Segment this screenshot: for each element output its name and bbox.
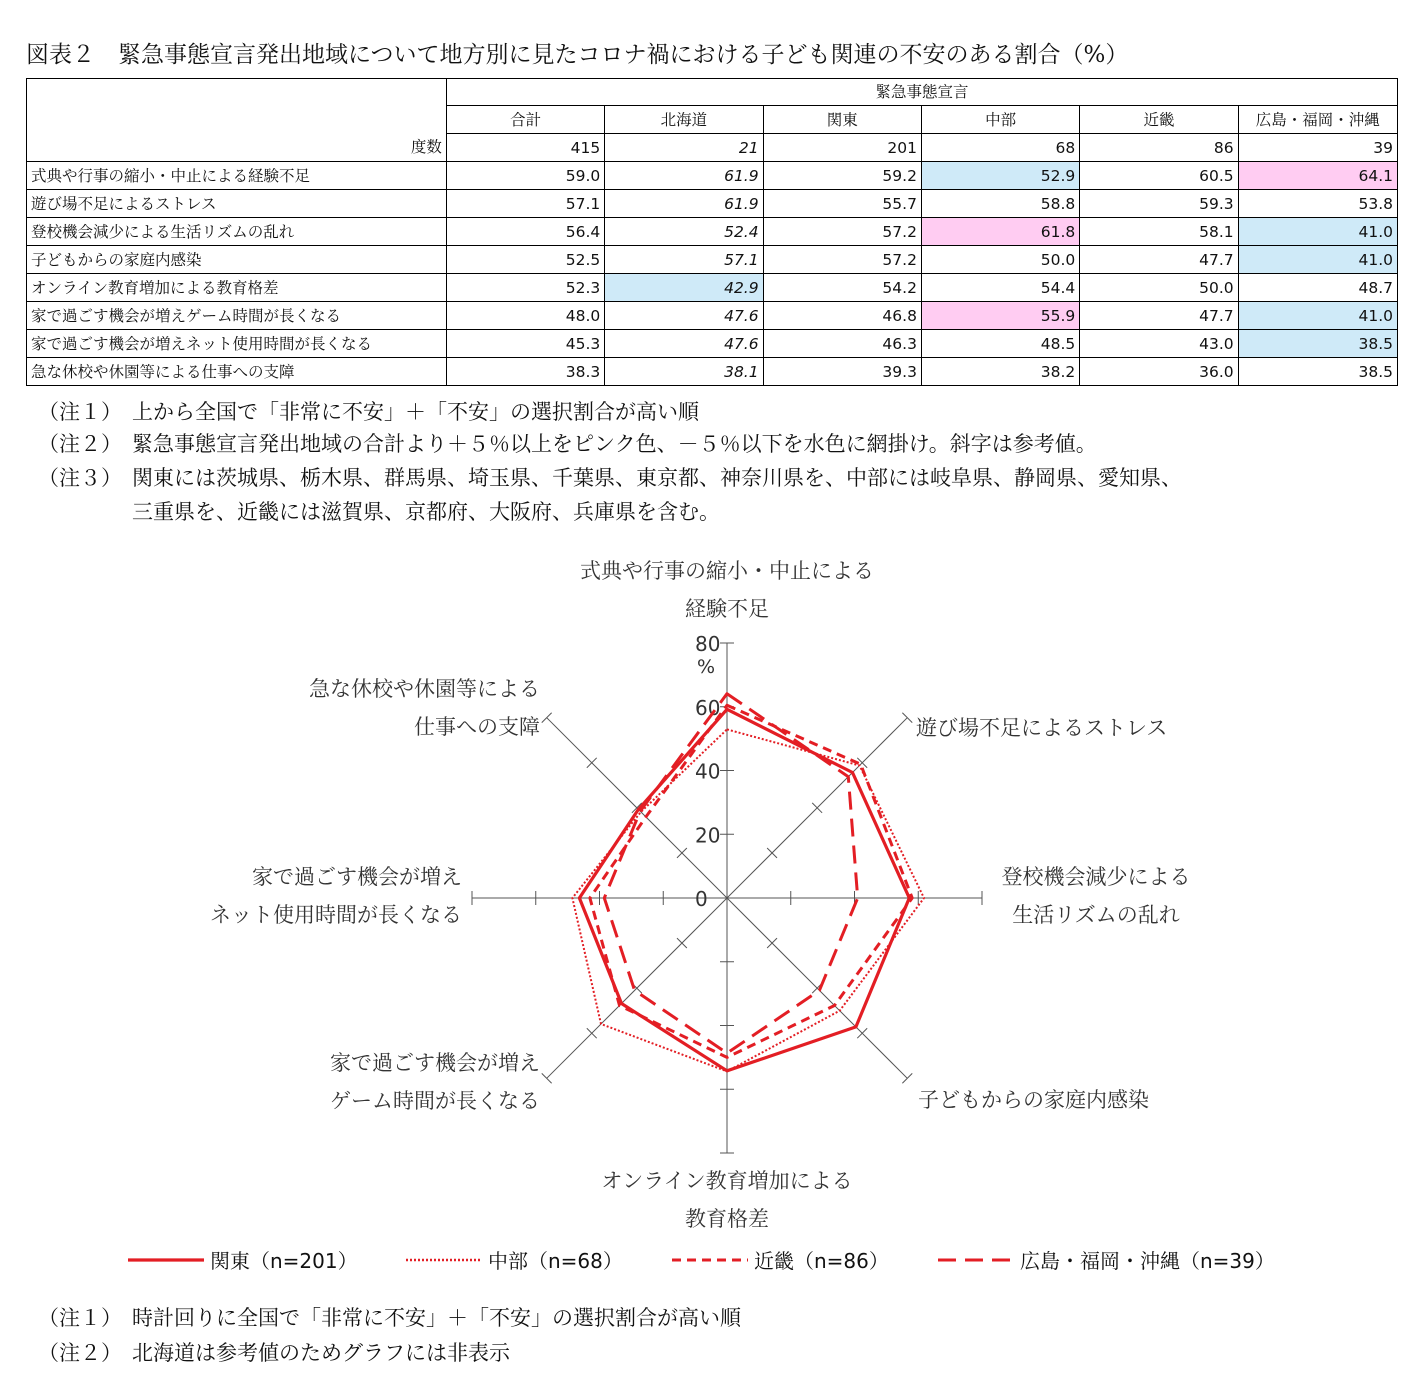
value-cell: 47.7 (1080, 246, 1238, 274)
legend-item (938, 1245, 1275, 1274)
column-header: 近畿 (1080, 106, 1238, 134)
value-cell: 41.0 (1238, 246, 1397, 274)
radar-axis-label: 子どもからの家庭内感染 (918, 1088, 1149, 1112)
value-cell: 52.9 (921, 162, 1079, 190)
value-cell: 42.9 (605, 274, 763, 302)
radar-axis-label: ゲーム時間が長くなる (330, 1089, 540, 1113)
table-row (27, 358, 1398, 386)
radar-tick-label: 80 (695, 632, 721, 656)
value-cell: 61.9 (605, 162, 763, 190)
legend-item (672, 1245, 889, 1274)
radar-tick-label: 20 (695, 823, 721, 848)
radar-chart (0, 540, 1427, 1250)
value-cell: 59.3 (1080, 190, 1238, 218)
value-cell: 52.4 (605, 218, 763, 246)
value-cell: 57.1 (605, 246, 763, 274)
data-table (26, 78, 1398, 386)
note-text: 時計回りに全国で「非常に不安」＋「不安」の選択割合が高い順 (132, 1306, 741, 1330)
note-text: 上から全国で「非常に不安」＋「不安」の選択割合が高い順 (132, 400, 699, 424)
group-header: 緊急事態宣言 (446, 79, 1397, 106)
value-cell: 47.7 (1080, 302, 1238, 330)
value-cell: 38.5 (1238, 330, 1397, 358)
value-cell: 48.7 (1238, 274, 1397, 302)
note-label: （注１） (38, 400, 122, 424)
row-label: オンライン教育増加による教育格差 (27, 274, 447, 302)
legend-label: 広島・福岡・沖縄（n=39） (1020, 1249, 1275, 1273)
value-cell: 50.0 (921, 246, 1079, 274)
value-cell: 57.1 (446, 190, 604, 218)
column-header: 関東 (763, 106, 921, 134)
value-cell: 59.2 (763, 162, 921, 190)
note-line (38, 396, 699, 426)
value-cell: 55.7 (763, 190, 921, 218)
radar-unit-label: % (697, 656, 716, 678)
row-label: 急な休校や休園等による仕事への支障 (27, 358, 447, 386)
legend-swatch (406, 1253, 482, 1267)
table-row (27, 218, 1398, 246)
value-cell: 38.5 (1238, 358, 1397, 386)
row-label: 遊び場不足によるストレス (27, 190, 447, 218)
table-row (27, 330, 1398, 358)
value-cell: 36.0 (1080, 358, 1238, 386)
note-text: 関東には茨城県、栃木県、群馬県、埼玉県、千葉県、東京都、神奈川県を、中部には岐阜県、静岡県、愛知県、 (132, 466, 1182, 490)
legend-label: 近畿（n=86） (754, 1249, 889, 1273)
value-cell: 38.3 (446, 358, 604, 386)
value-cell: 47.6 (605, 330, 763, 358)
radar-series-longdash (604, 694, 857, 1053)
radar-axis-label: 家で過ごす機会が増え (252, 865, 462, 889)
value-cell: 54.4 (921, 274, 1079, 302)
value-cell: 38.2 (921, 358, 1079, 386)
legend-item (128, 1245, 358, 1274)
value-cell: 58.8 (921, 190, 1079, 218)
legend-label: 中部（n=68） (488, 1249, 623, 1273)
note-line (38, 428, 1097, 458)
value-cell: 61.8 (921, 218, 1079, 246)
radar-axis-label: 遊び場不足によるストレス (916, 716, 1168, 740)
legend-swatch (938, 1253, 1014, 1267)
value-cell: 59.0 (446, 162, 604, 190)
row-label: 家で過ごす機会が増えネット使用時間が長くなる (27, 330, 447, 358)
radar-series-solid (579, 709, 909, 1071)
value-cell: 41.0 (1238, 302, 1397, 330)
table-row (27, 302, 1398, 330)
note-label: （注２） (38, 432, 122, 456)
row-label: 子どもからの家庭内感染 (27, 246, 447, 274)
value-cell: 58.1 (1080, 218, 1238, 246)
table-row (27, 274, 1398, 302)
radar-axis-label: オンライン教育増加による (601, 1169, 853, 1193)
count-cell: 201 (763, 134, 921, 162)
value-cell: 52.3 (446, 274, 604, 302)
radar-tick-label: 60 (695, 695, 721, 720)
legend-swatch (672, 1253, 748, 1267)
radar-axis-label: 登校機会減少による (1001, 865, 1191, 889)
value-cell: 56.4 (446, 218, 604, 246)
legend-swatch (128, 1253, 204, 1267)
radar-tick-label: 40 (695, 759, 721, 784)
value-cell: 61.9 (605, 190, 763, 218)
value-cell: 38.1 (605, 358, 763, 386)
value-cell: 45.3 (446, 330, 604, 358)
value-cell: 47.6 (605, 302, 763, 330)
value-cell: 55.9 (921, 302, 1079, 330)
row-label: 登校機会減少による生活リズムの乱れ (27, 218, 447, 246)
radar-axis-label: 式典や行事の縮小・中止による (580, 559, 874, 583)
note-line (38, 1302, 741, 1332)
value-cell: 48.5 (921, 330, 1079, 358)
value-cell: 53.8 (1238, 190, 1397, 218)
radar-axis-label: 経験不足 (685, 597, 769, 621)
legend-label: 関東（n=201） (210, 1249, 358, 1273)
value-cell: 43.0 (1080, 330, 1238, 358)
column-header: 中部 (921, 106, 1079, 134)
value-cell: 50.0 (1080, 274, 1238, 302)
note-line (38, 496, 720, 526)
radar-axis-label: ネット使用時間が長くなる (210, 903, 462, 927)
table-row (27, 246, 1398, 274)
value-cell: 46.3 (763, 330, 921, 358)
column-header: 北海道 (605, 106, 763, 134)
count-label: 度数 (27, 134, 447, 162)
value-cell: 64.1 (1238, 162, 1397, 190)
value-cell: 39.3 (763, 358, 921, 386)
radar-axis-label: 生活リズムの乱れ (1012, 903, 1180, 927)
value-cell: 57.2 (763, 246, 921, 274)
value-cell: 60.5 (1080, 162, 1238, 190)
value-cell: 54.2 (763, 274, 921, 302)
row-label: 家で過ごす機会が増えゲーム時間が長くなる (27, 302, 447, 330)
table-row (27, 162, 1398, 190)
value-cell: 57.2 (763, 218, 921, 246)
radar-tick-label: 0 (695, 887, 708, 911)
table-corner-cell (27, 79, 447, 134)
count-cell: 68 (921, 134, 1079, 162)
radar-series-dotted (572, 729, 924, 1071)
note-label: （注２） (38, 1341, 122, 1365)
value-cell: 52.5 (446, 246, 604, 274)
count-cell: 21 (605, 134, 763, 162)
value-cell: 41.0 (1238, 218, 1397, 246)
radar-axis-label: 教育格差 (685, 1207, 769, 1231)
note-label: （注３） (38, 466, 122, 490)
legend-item (406, 1245, 623, 1274)
count-cell: 39 (1238, 134, 1397, 162)
count-cell: 86 (1080, 134, 1238, 162)
note-line (38, 462, 1182, 492)
note-line (38, 1337, 510, 1367)
column-header: 合計 (446, 106, 604, 134)
table-row (27, 190, 1398, 218)
note-label: （注１） (38, 1306, 122, 1330)
row-label: 式典や行事の縮小・中止による経験不足 (27, 162, 447, 190)
radar-axis-label: 家で過ごす機会が増え (330, 1051, 540, 1075)
radar-axis-label: 急な休校や休園等による (309, 677, 540, 701)
column-header: 広島・福岡・沖縄 (1238, 106, 1397, 134)
count-cell: 415 (446, 134, 604, 162)
note-text: 緊急事態宣言発出地域の合計より＋５％以上をピンク色、－５％以下を水色に網掛け。斜字は参考値。 (132, 432, 1097, 456)
value-cell: 48.0 (446, 302, 604, 330)
note-text: 北海道は参考値のためグラフには非表示 (132, 1341, 510, 1365)
value-cell: 46.8 (763, 302, 921, 330)
note-text: 三重県を、近畿には滋賀県、京都府、大阪府、兵庫県を含む。 (132, 500, 720, 524)
chart-title: 図表２ 緊急事態宣言発出地域について地方別に見たコロナ禍における子ども関連の不安のある割合（%） (26, 42, 1129, 68)
radar-axis-label: 仕事への支障 (414, 715, 540, 739)
